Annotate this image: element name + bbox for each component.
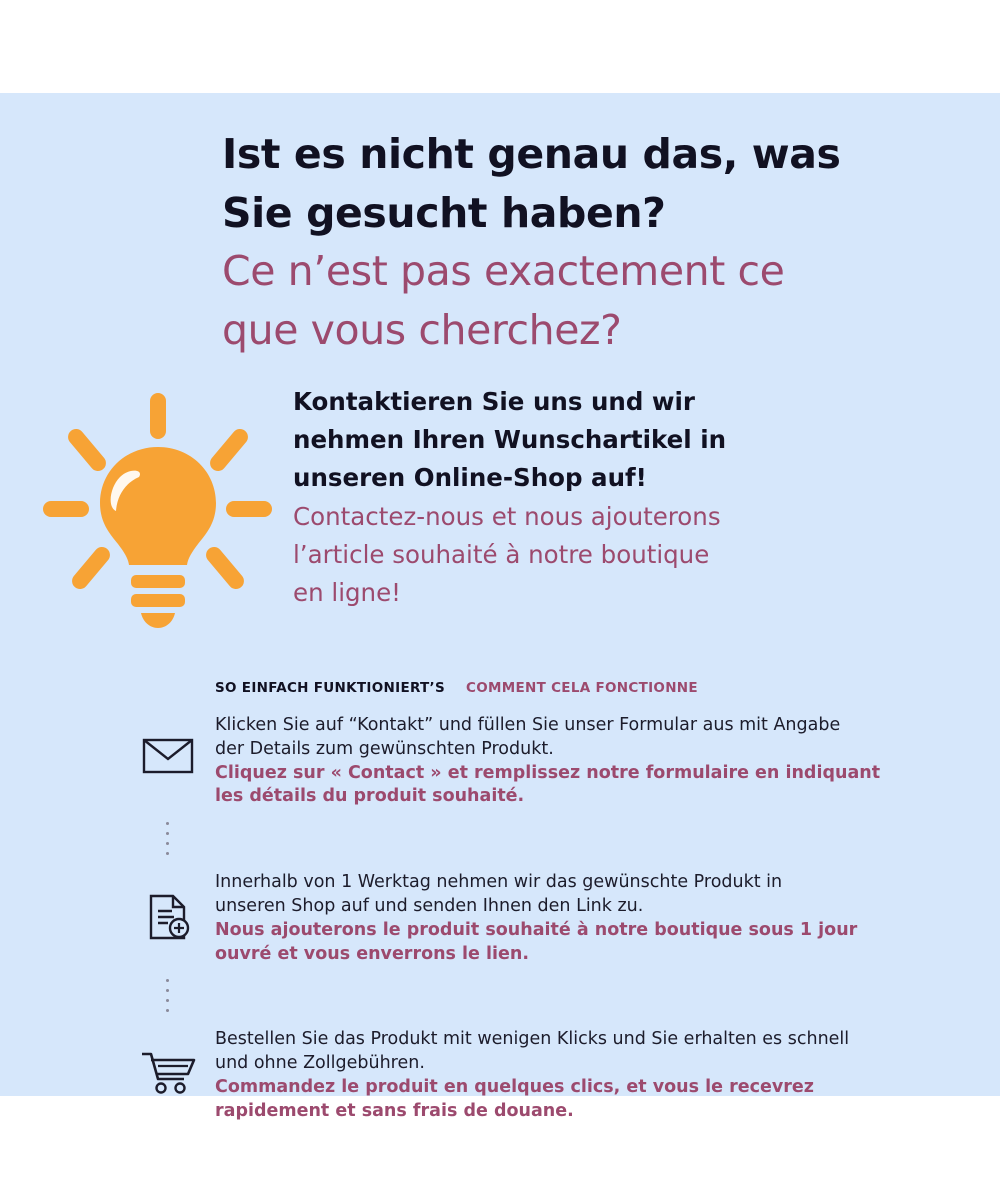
subtext-de-line3: unseren Online-Shop auf! xyxy=(293,463,647,493)
headline-fr-line1: Ce n’est pas exactement ce xyxy=(222,247,785,296)
subtext-de-line2: nehmen Ihren Wunschartikel in xyxy=(293,425,727,455)
step-fr-line2: les détails du produit souhaité. xyxy=(215,786,525,807)
step-connector xyxy=(120,809,940,867)
step-de-line1: Innerhalb von 1 Werktag nehmen wir das gewünschte Produkt in xyxy=(215,872,783,893)
step-fr-line1: Commandez le produit en quelques clics, et vous le recevrez xyxy=(215,1076,814,1097)
headline-block xyxy=(222,125,932,360)
step-item xyxy=(120,867,940,966)
howto-heading-fr: COMMENT CELA FONCTIONNE xyxy=(466,680,698,696)
step-fr-line2: ouvré et vous enverrons le lien. xyxy=(215,943,529,964)
subtext-block xyxy=(293,383,933,612)
step-de-line2: und ohne Zollgebühren. xyxy=(215,1053,425,1074)
dotted-connector xyxy=(120,966,215,1024)
envelope-icon xyxy=(120,710,215,776)
subtext-fr-line2: l’article souhaité à notre boutique xyxy=(293,539,710,569)
step-de-line2: unseren Shop auf und senden Ihnen den Link zu. xyxy=(215,895,644,916)
step-fr-line1: Nous ajouterons le produit souhaité à notre boutique sous 1 jour xyxy=(215,919,858,940)
headline-fr-line2: que vous cherchez? xyxy=(222,306,622,355)
howto-heading xyxy=(215,680,698,696)
subtext-fr-line1: Contactez-nous et nous ajouterons xyxy=(293,501,721,531)
shopping-cart-icon xyxy=(120,1024,215,1094)
step-text xyxy=(215,710,940,809)
step-de-line1: Bestellen Sie das Produkt mit wenigen Klicks und Sie erhalten es schnell xyxy=(215,1029,850,1050)
dotted-connector xyxy=(120,809,215,867)
subtext-de-line1: Kontaktieren Sie uns und wir xyxy=(293,387,696,416)
step-de-line1: Klicken Sie auf “Kontakt” und füllen Sie unser Formular aus mit Angabe xyxy=(215,715,841,735)
headline-de-line2: Sie gesucht haben? xyxy=(222,188,666,237)
step-item xyxy=(120,710,940,809)
step-de-line2: der Details zum gewünschten Produkt. xyxy=(215,738,554,759)
step-item xyxy=(120,1024,940,1123)
subtext-fr-line3: en ligne! xyxy=(293,578,401,608)
step-fr-line1: Cliquez sur « Contact » et remplissez notre formulaire en indiquant xyxy=(215,762,881,783)
step-fr-line2: rapidement et sans frais de douane. xyxy=(215,1100,574,1121)
howto-heading-de: SO EINFACH FUNKTIONIERT’S xyxy=(215,680,446,696)
step-connector xyxy=(120,966,940,1024)
document-add-icon xyxy=(120,867,215,941)
step-text xyxy=(215,1024,940,1123)
step-text xyxy=(215,867,940,966)
lightbulb-icon xyxy=(35,385,280,635)
headline-de-line1: Ist es nicht genau das, was xyxy=(222,130,841,178)
steps-list xyxy=(120,710,940,1124)
